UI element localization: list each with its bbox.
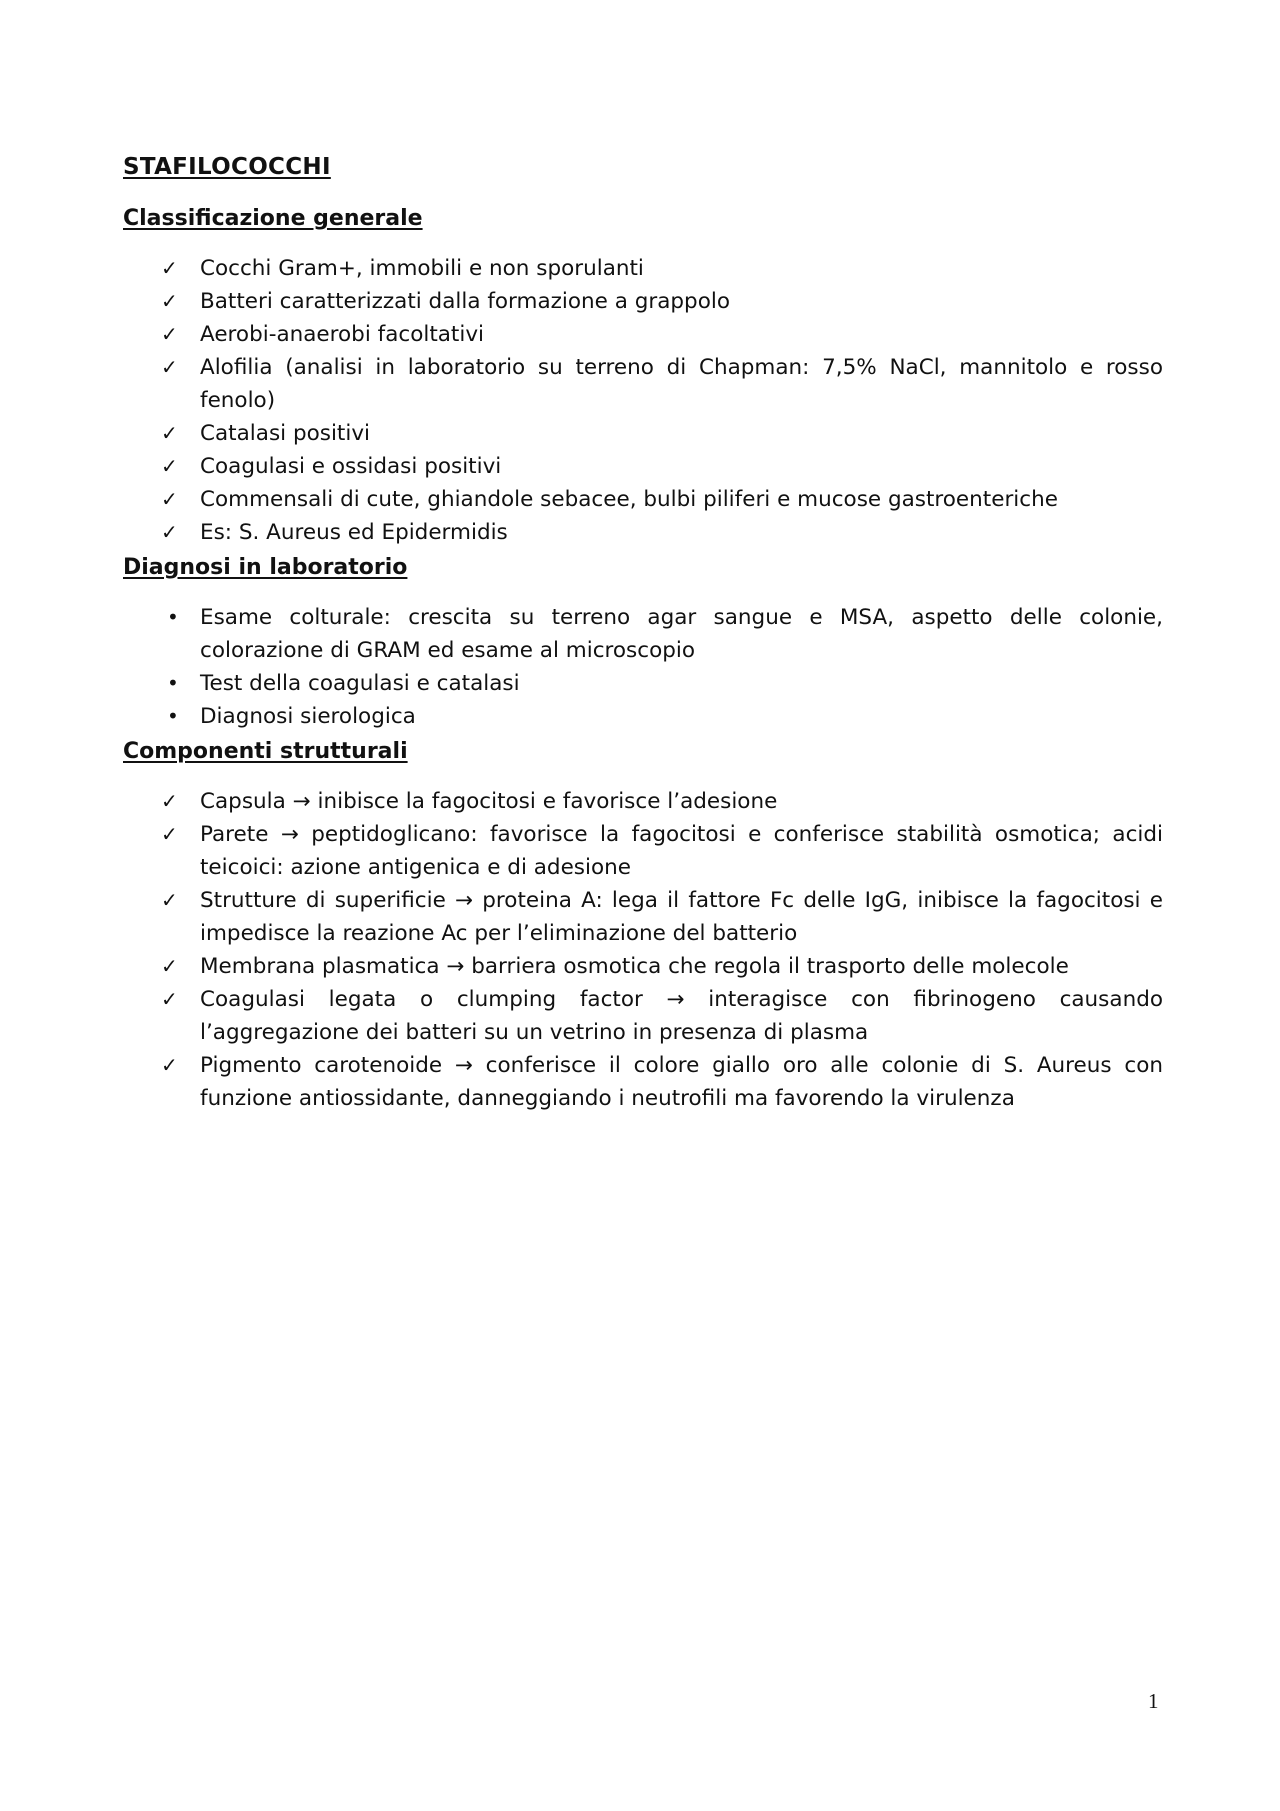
list-item — [123, 417, 1163, 450]
list-item-text: Commensali di cute, ghiandole sebacee, bulbi piliferi e mucose gastroenteriche — [200, 487, 1058, 512]
checkmark-icon: ✓ — [161, 454, 178, 478]
list-item-text: Catalasi positivi — [200, 421, 371, 446]
list-item-text: Cocchi Gram+, immobili e non sporulanti — [200, 256, 644, 281]
list-item-text: Alofilia (analisi in laboratorio su terreno di Chapman: 7,5% NaCl, mannitolo e rosso fenolo) — [200, 355, 1163, 413]
list-diagnosi — [123, 601, 1163, 733]
list-item-text: Strutture di superificie → proteina A: lega il fattore Fc delle IgG, inibisce la fagocitosi e impedisce la reazione Ac per l’eliminazione del batterio — [200, 888, 1163, 946]
list-item — [123, 785, 1163, 818]
list-item — [123, 285, 1163, 318]
list-item-text: Coagulasi e ossidasi positivi — [200, 454, 502, 479]
checkmark-icon: ✓ — [161, 822, 178, 846]
list-item — [123, 667, 1163, 700]
checkmark-icon: ✓ — [161, 355, 178, 379]
list-item — [123, 483, 1163, 516]
list-item — [123, 601, 1163, 667]
bullet-icon: • — [167, 671, 179, 695]
checkmark-icon: ✓ — [161, 256, 178, 280]
list-item-text: Test della coagulasi e catalasi — [200, 671, 520, 696]
checkmark-icon: ✓ — [161, 520, 178, 544]
list-item-text: Aerobi-anaerobi facoltativi — [200, 322, 485, 347]
list-item — [123, 516, 1163, 549]
checkmark-icon: ✓ — [161, 487, 178, 511]
list-item — [123, 700, 1163, 733]
checkmark-icon: ✓ — [161, 954, 178, 978]
list-item — [123, 351, 1163, 417]
section-heading-classificazione: Classificazione generale — [123, 206, 423, 231]
list-item — [123, 818, 1163, 884]
list-item — [123, 450, 1163, 483]
list-item-text: Membrana plasmatica → barriera osmotica che regola il trasporto delle molecole — [200, 954, 1069, 979]
list-item — [123, 318, 1163, 351]
section-heading-diagnosi: Diagnosi in laboratorio — [123, 555, 408, 580]
list-classificazione — [123, 252, 1163, 549]
list-item-text: Diagnosi sierologica — [200, 704, 416, 729]
bullet-icon: • — [167, 704, 179, 728]
list-item-text: Batteri caratterizzati dalla formazione a grappolo — [200, 289, 730, 314]
checkmark-icon: ✓ — [161, 289, 178, 313]
list-item-text: Esame colturale: crescita su terreno agar sangue e MSA, aspetto delle colonie, colorazione di GRAM ed esame al microscopio — [200, 605, 1163, 663]
bullet-icon: • — [167, 605, 179, 629]
checkmark-icon: ✓ — [161, 789, 178, 813]
list-item-text: Parete → peptidoglicano: favorisce la fagocitosi e conferisce stabilità osmotica; acidi teicoici: azione antigenica e di adesione — [200, 822, 1163, 880]
document-title: STAFILOCOCCHI — [123, 154, 331, 180]
section-heading-componenti: Componenti strutturali — [123, 739, 408, 764]
list-item — [123, 983, 1163, 1049]
page-number: 1 — [1148, 1689, 1159, 1713]
list-item-text: Es: S. Aureus ed Epidermidis — [200, 520, 508, 545]
checkmark-icon: ✓ — [161, 987, 178, 1011]
list-item-text: Capsula → inibisce la fagocitosi e favorisce l’adesione — [200, 789, 778, 814]
checkmark-icon: ✓ — [161, 888, 178, 912]
checkmark-icon: ✓ — [161, 1053, 178, 1077]
list-item — [123, 884, 1163, 950]
checkmark-icon: ✓ — [161, 421, 178, 445]
list-componenti — [123, 785, 1163, 1115]
list-item — [123, 1049, 1163, 1115]
list-item — [123, 950, 1163, 983]
checkmark-icon: ✓ — [161, 322, 178, 346]
list-item-text: Coagulasi legata o clumping factor → interagisce con fibrinogeno causando l’aggregazione dei batteri su un vetrino in presenza di plasma — [200, 987, 1163, 1045]
document-content — [123, 152, 1163, 1119]
list-item — [123, 252, 1163, 285]
list-item-text: Pigmento carotenoide → conferisce il colore giallo oro alle colonie di S. Aureus con funzione antiossidante, danneggiando i neutrofili ma favorendo la virulenza — [200, 1053, 1163, 1111]
